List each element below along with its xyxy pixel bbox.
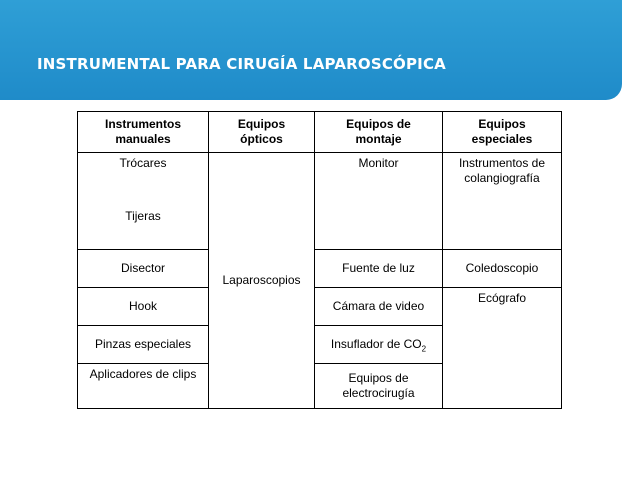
cell-disector: Disector xyxy=(78,250,209,288)
table-row xyxy=(78,153,562,185)
cell-tijeras: Tijeras xyxy=(78,185,209,250)
cell-electrocirugia: Equipos de electrocirugía xyxy=(315,364,443,409)
cell-colangiografia: Instrumentos de colangiografía xyxy=(443,153,562,250)
title-banner xyxy=(0,0,622,100)
cell-hook: Hook xyxy=(78,288,209,326)
slide-title: INSTRUMENTAL PARA CIRUGÍA LAPAROSCÓPICA xyxy=(37,55,446,73)
cell-camara: Cámara de video xyxy=(315,288,443,326)
instruments-table xyxy=(77,111,562,409)
cell-aplicadores: Aplicadores de clips xyxy=(78,364,209,409)
cell-pinzas: Pinzas especiales xyxy=(78,326,209,364)
header-especiales: Equipos especiales xyxy=(443,112,562,153)
table-row xyxy=(78,288,562,326)
header-montaje: Equipos de montaje xyxy=(315,112,443,153)
cell-ecografo: Ecógrafo xyxy=(443,288,562,409)
header-opticos: Equipos ópticos xyxy=(209,112,315,153)
table-row xyxy=(78,250,562,288)
cell-coledoscopio: Coledoscopio xyxy=(443,250,562,288)
header-row xyxy=(78,112,562,153)
cell-trocares: Trócares xyxy=(78,153,209,185)
cell-insuflador: Insuflador de $CO_2$ xyxy=(315,326,443,364)
cell-laparoscopios: Laparoscopios xyxy=(209,153,315,409)
cell-monitor: Monitor xyxy=(315,153,443,250)
cell-fuente-luz: Fuente de luz xyxy=(315,250,443,288)
header-manuales: Instrumentos manuales xyxy=(78,112,209,153)
